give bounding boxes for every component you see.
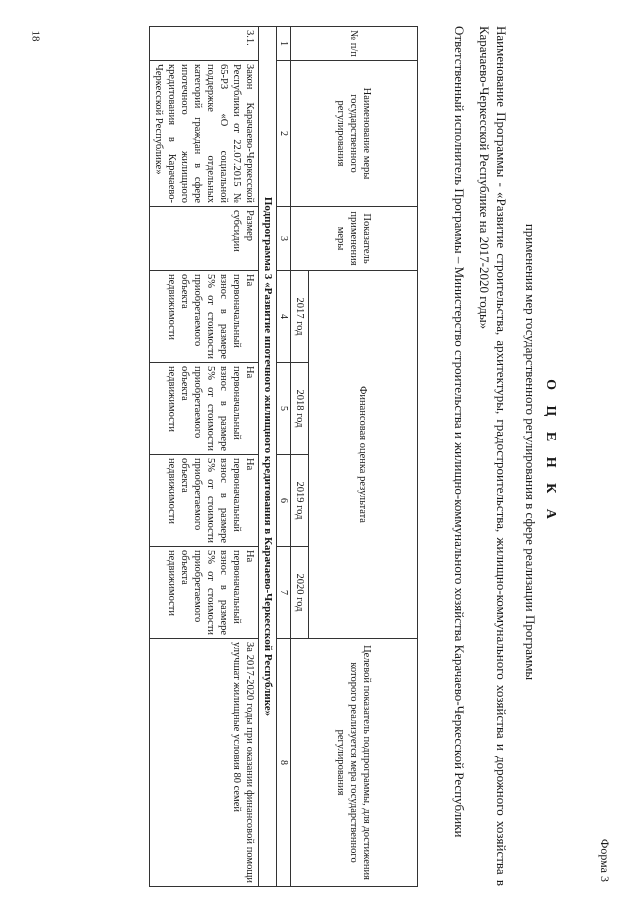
- row-number: 3.1.: [150, 27, 259, 61]
- header-financial: Финансовая оценка результата: [309, 271, 418, 639]
- col-number: 1: [277, 27, 291, 61]
- section-row: [259, 27, 277, 887]
- year-2018-cell: На первоначальный взнос в размере 5% от стоимости приобретаемого объекта недвижимости: [150, 363, 259, 455]
- target-cell: За 2017-2020 годы при оказании финансовой помощи улучшат жилищные условия 80 семей: [150, 639, 259, 887]
- header-target: Целевой показатель подпрограммы, для достижения которого реализуется мера государственного регулирования: [291, 639, 418, 887]
- col-number: 8: [277, 639, 291, 887]
- header-year-2018: 2018 год: [291, 363, 309, 455]
- section-title: Подпрограмма 3 «Развитие ипотечного жилищного кредитования в Карачаево-Черкесской Республике»: [259, 27, 277, 887]
- year-2019-cell: На первоначальный взнос в размере 5% от стоимости приобретаемого объекта недвижимости: [150, 455, 259, 547]
- col-number: 4: [277, 271, 291, 363]
- measure-name-cell: Закон Карачаево-Черкесской Республики от 22.07.2015 № 65-РЗ «О социальной поддержке отдельных категорий граждан в сфере ипотечного жилищного кредитования в Карачаево-Черкесской Республике»: [150, 61, 259, 207]
- document-title: О Ц Е Н К А: [543, 379, 558, 525]
- col-number: 2: [277, 61, 291, 207]
- assessment-table: [149, 26, 418, 887]
- col-number: 7: [277, 547, 291, 639]
- header-year-2019: 2019 год: [291, 455, 309, 547]
- header-measure-name: Наименование меры государственного регулирования: [291, 61, 418, 207]
- form-label: Форма 3: [598, 838, 612, 882]
- header-row: [309, 27, 418, 887]
- table-row: [150, 27, 259, 887]
- col-number: 3: [277, 207, 291, 271]
- header-year-2017: 2017 год: [291, 271, 309, 363]
- responsible-executor: Ответственный исполнитель Программы – Министерство строительства и жилищно-коммунального хозяйства Карачаево-Черкесской Республики: [452, 26, 467, 838]
- indicator-cell: Размер субсидии: [150, 207, 259, 271]
- page-number: 18: [29, 30, 42, 42]
- col-number: 5: [277, 363, 291, 455]
- header-num: № п/п: [291, 27, 418, 61]
- column-number-row: [277, 27, 291, 887]
- year-2017-cell: На первоначальный взнос в размере 5% от стоимости приобретаемого объекта недвижимости: [150, 271, 259, 363]
- rotated-page: [4, 2, 640, 902]
- program-name: Наименование Программы - «Развитие строительства, архитектуры, градостроительства, жилищно-коммунального хозяйства и дорожного хозяйства в Карачаево-Черкесской Республике на 2017-2020 годы»: [477, 26, 509, 886]
- document-subtitle: применения мер государственного регулирования в сфере реализации Программы: [523, 223, 538, 681]
- header-indicator: Показатель применения меры: [291, 207, 418, 271]
- col-number: 6: [277, 455, 291, 547]
- header-year-2020: 2020 год: [291, 547, 309, 639]
- year-2020-cell: На первоначальный взнос в размере 5% от стоимости приобретаемого объекта недвижимости: [150, 547, 259, 639]
